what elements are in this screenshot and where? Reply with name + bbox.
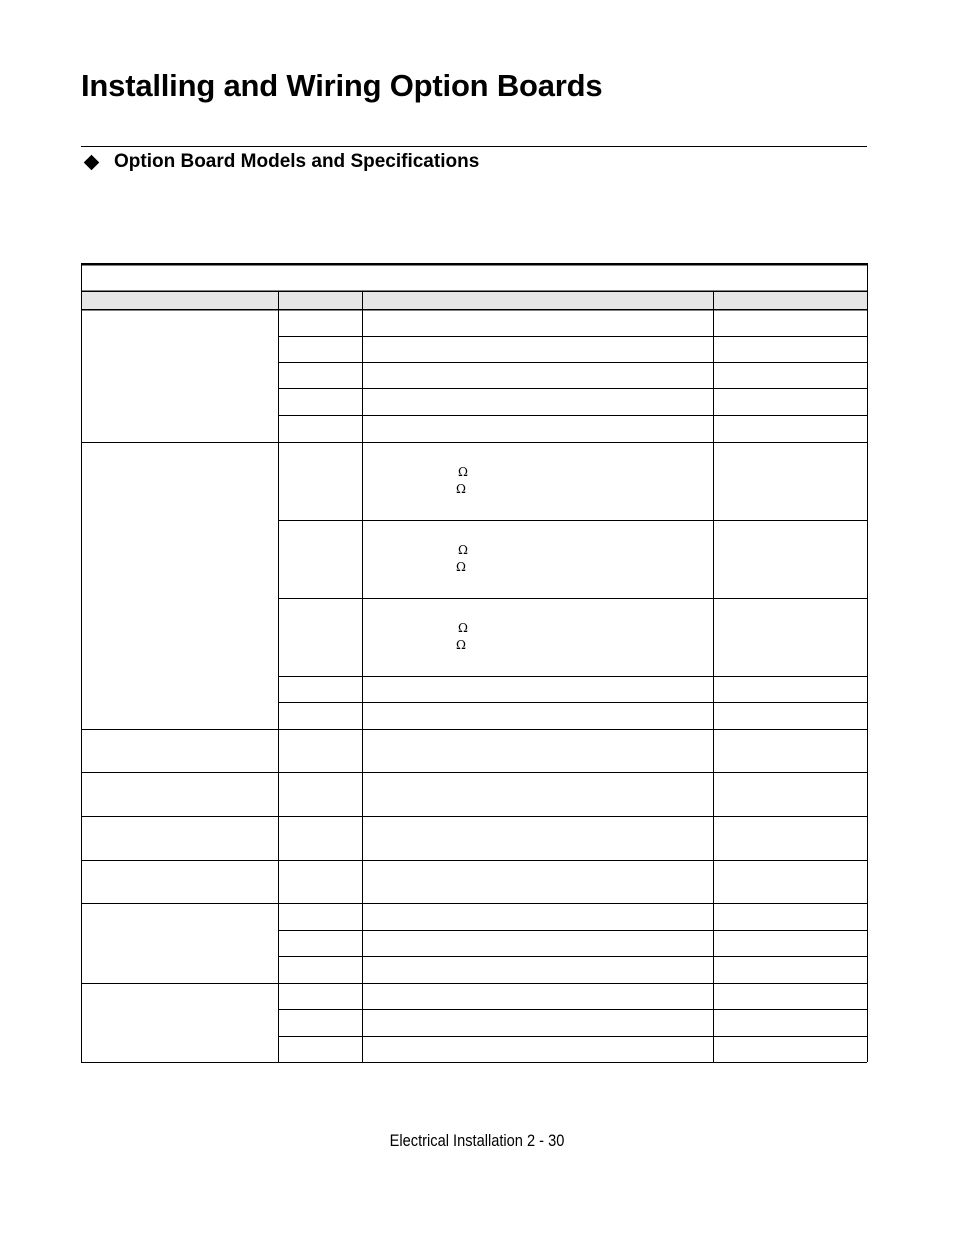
heading-divider bbox=[81, 146, 867, 147]
table-header-row bbox=[81, 291, 867, 309]
omega-symbol: Ω bbox=[458, 543, 468, 557]
omega-symbol: Ω bbox=[456, 638, 466, 652]
option-board-table bbox=[81, 263, 868, 1063]
omega-symbol: Ω bbox=[456, 482, 466, 496]
section-heading-text: Option Board Models and Specifications bbox=[114, 151, 480, 172]
section-heading bbox=[81, 150, 479, 174]
page-footer: Electrical Installation 2 - 30 bbox=[389, 1131, 565, 1150]
omega-symbol: Ω bbox=[458, 621, 468, 635]
diamond-icon bbox=[84, 154, 100, 170]
page-title: Installing and Wiring Option Boards bbox=[81, 68, 603, 103]
omega-symbol: Ω bbox=[458, 465, 468, 479]
omega-symbol: Ω bbox=[456, 560, 466, 574]
option-board-table-grid bbox=[81, 263, 868, 1063]
